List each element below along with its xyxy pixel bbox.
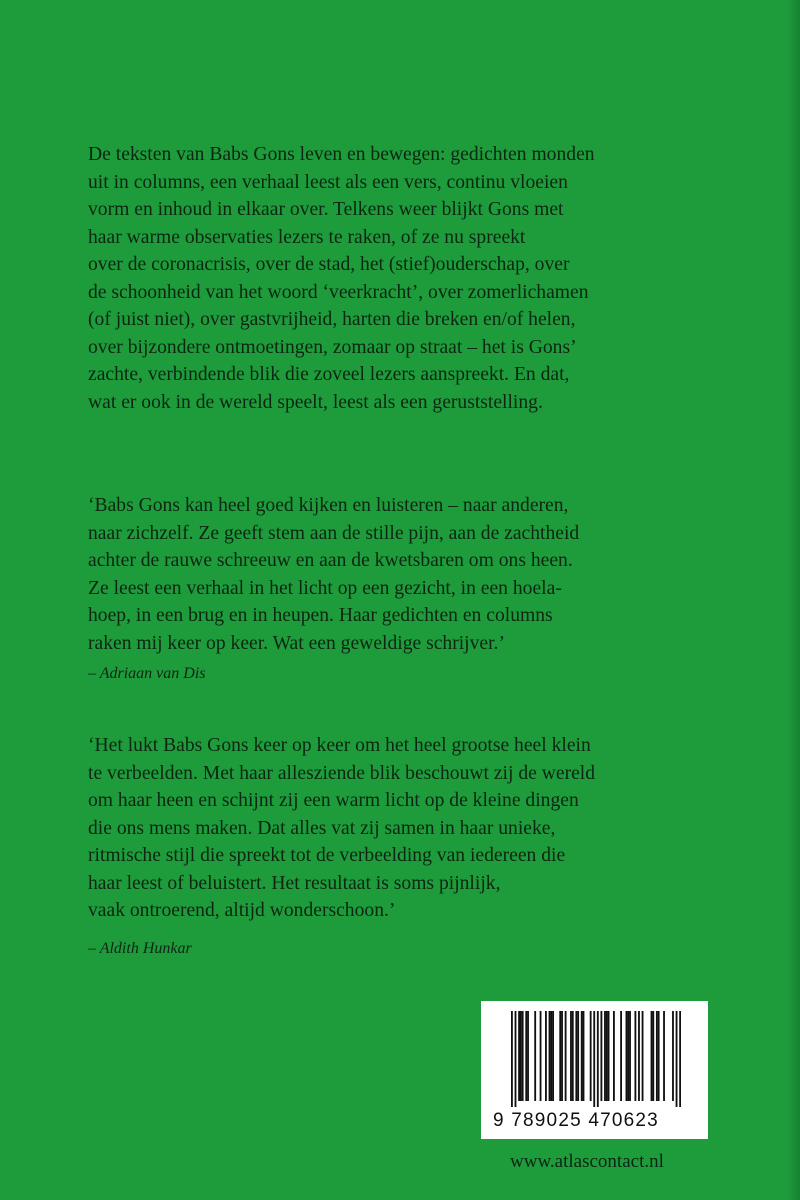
barcode-bar (583, 1011, 585, 1101)
barcode-bar (651, 1011, 653, 1101)
barcode-bar (634, 1011, 636, 1101)
barcode-bar (577, 1011, 579, 1101)
barcode-bar (570, 1011, 572, 1101)
barcode-bar (511, 1011, 513, 1107)
barcode-bar (540, 1011, 542, 1101)
barcode-bar (561, 1011, 563, 1101)
publisher-url[interactable]: www.atlascontact.nl (510, 1151, 664, 1172)
barcode-bar (608, 1011, 610, 1101)
blurb-paragraph (88, 141, 728, 416)
blurb-line: de schoonheid van het woord ‘veerkracht’, over zomerlichamen (88, 281, 589, 303)
quote-line: haar leest of beluistert. Het resultaat is soms pijnlijk, (88, 872, 501, 894)
barcode-bar (613, 1011, 615, 1101)
barcode-bar (522, 1011, 524, 1101)
barcode-bar (604, 1011, 606, 1101)
barcode-bar (672, 1011, 674, 1101)
barcode-bar (658, 1011, 660, 1101)
barcode-bar (549, 1011, 551, 1101)
blurb-line: wat er ook in de wereld speelt, leest als een geruststelling. (88, 391, 543, 413)
quote-line: die ons mens maken. Dat alles vat zij samen in haar unieke, (88, 817, 556, 839)
barcode-bar (652, 1011, 654, 1101)
barcode-bar (520, 1011, 522, 1101)
blurb-line: over bijzondere ontmoetingen, zomaar op straat – het is Gons’ (88, 336, 577, 358)
blurb-line: De teksten van Babs Gons leven en bewegen: gedichten monden (88, 144, 595, 165)
barcode-bar (575, 1011, 577, 1101)
isbn-barcode (481, 1001, 708, 1139)
barcode-bar (620, 1011, 622, 1101)
barcode-bar (656, 1011, 658, 1101)
barcode-bar (638, 1011, 640, 1101)
spine-shadow (786, 0, 800, 1200)
barcode-bar (593, 1011, 595, 1107)
blurb-line: over de coronacrisis, over de stad, het (stief)ouderschap, over (88, 254, 570, 275)
quote-line: ‘Het lukt Babs Gons keer op keer om het heel grootse heel klein (88, 735, 591, 756)
barcode-bar (515, 1011, 517, 1107)
barcode-bar (518, 1011, 520, 1101)
barcode-bar (590, 1011, 592, 1101)
blurb-line: zachte, verbindende blik die zoveel lezers aanspreekt. En dat, (88, 364, 570, 385)
quote-line: Ze leest een verhaal in het licht op een gezicht, in een hoela- (88, 577, 562, 599)
barcode-bar (606, 1011, 608, 1101)
barcode-bar (597, 1011, 599, 1107)
barcode-bar (525, 1011, 527, 1101)
blurb-line: haar warme observaties lezers te raken, of ze nu spreekt (88, 226, 526, 248)
quote-line: achter de rauwe schreeuw en aan de kwetsbaren om ons heen. (88, 550, 573, 571)
barcode-bar (565, 1011, 567, 1101)
blurb-line: uit in columns, een verhaal leest als een vers, continu vloeien (88, 171, 568, 193)
barcode-bar (626, 1011, 628, 1101)
barcode-bar (627, 1011, 629, 1101)
barcode-bar (550, 1011, 552, 1101)
barcode-bar (545, 1011, 547, 1101)
review-quote-2 (88, 732, 728, 925)
review-quote-1 (88, 492, 728, 657)
barcode-bar (600, 1011, 602, 1101)
blurb-line: (of juist niet), over gastvrijheid, harten die breken en/of helen, (88, 309, 576, 330)
barcode-bar (552, 1011, 554, 1101)
barcode-bar (679, 1011, 681, 1107)
blurb-line: vorm en inhoud in elkaar over. Telkens weer blijkt Gons met (88, 199, 564, 220)
barcode-bar (534, 1011, 536, 1101)
quote-line: raken mij keer op keer. Wat een geweldige schrijver.’ (88, 632, 505, 654)
quote-line: ‘Babs Gons kan heel goed kijken en luisteren – naar anderen, (88, 495, 569, 516)
barcode-bar (581, 1011, 583, 1101)
barcode-bar (676, 1011, 678, 1107)
quote-line: vaak ontroerend, altijd wonderschoon.’ (88, 900, 396, 921)
barcode-bar (572, 1011, 574, 1101)
quote-line: hoep, in een brug en in heupen. Haar gedichten en columns (88, 605, 553, 626)
barcode-bar (559, 1011, 561, 1101)
quote-attribution-1: – Adriaan van Dis (88, 665, 206, 682)
barcode-bar (629, 1011, 631, 1101)
barcode-digits: 9 789025 470623 (493, 1110, 659, 1131)
barcode-bar (527, 1011, 529, 1101)
quote-line: naar zichzelf. Ze geeft stem aan de stille pijn, aan de zachtheid (88, 522, 580, 544)
barcode-bar (663, 1011, 665, 1101)
quote-line: om haar heen en schijnt zij een warm licht op de kleine dingen (88, 790, 579, 811)
quote-line: ritmische stijl die spreekt tot de verbeelding van iedereen die (88, 845, 566, 866)
barcode-bar (642, 1011, 644, 1101)
barcode-bars (511, 1011, 681, 1107)
quote-attribution-2: – Aldith Hunkar (88, 940, 192, 957)
quote-line: te verbeelden. Met haar allesziende blik beschouwt zij de wereld (88, 762, 596, 784)
